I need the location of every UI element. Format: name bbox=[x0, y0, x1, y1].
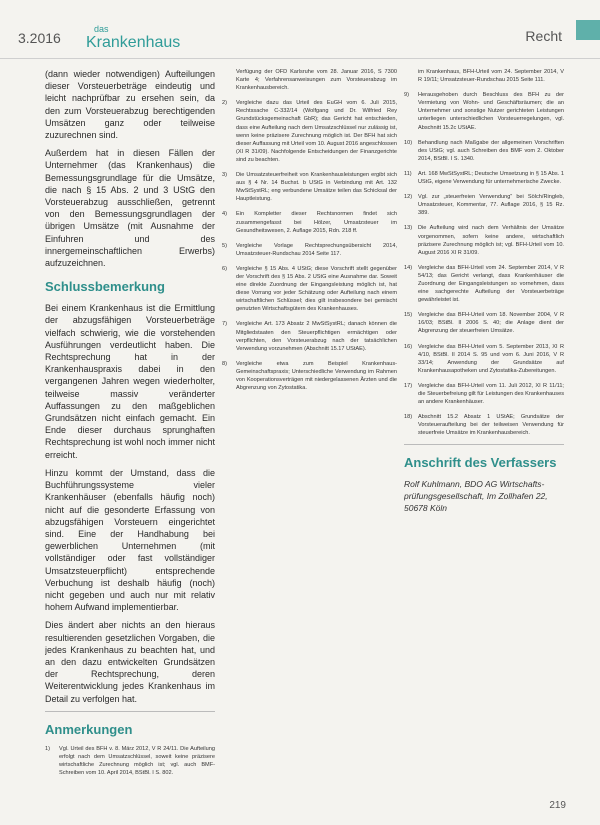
heading-schlussbemerkung: Schlussbemerkung bbox=[45, 279, 165, 295]
footnote bbox=[222, 99, 397, 164]
section-title: Recht bbox=[525, 28, 562, 44]
footnote bbox=[222, 171, 397, 203]
footnote bbox=[222, 68, 397, 92]
heading-author-address: Anschrift des Verfassers bbox=[404, 455, 557, 471]
footnote-number: 1) bbox=[45, 745, 50, 752]
issue-number: 3.2016 bbox=[18, 30, 61, 46]
column-left bbox=[45, 68, 215, 784]
footnote-number: 7) bbox=[222, 321, 227, 328]
notes-list bbox=[45, 745, 215, 777]
footnote-number: 12) bbox=[404, 194, 413, 201]
author-line: 50678 Köln bbox=[404, 503, 448, 514]
footnote-number: 18) bbox=[404, 414, 413, 421]
footnote bbox=[404, 343, 564, 375]
footnote-text: Herausgehoben durch Beschluss des BFH zu der Vermietung von Wohn- und Geschäftsräumen; die an Unternehmer und sonstige Nutzer gerichteten Leistungen unterliegen unterschiedlichen Vorsteuerregelungen, vgl. Abschnitt 15.2c UStAE. bbox=[418, 92, 564, 131]
footnote bbox=[222, 360, 397, 392]
paragraph: Dies ändert aber nichts an den hieraus resultierenden gesetzlichen Vorgaben, die jedes Krankenhaus zu beachten hat, und an den dazu entwickelten Grundsätzen der Rechtsprechung, deren Weiterentwicklung jedes Krankenhaus im Detail zu verfolgen hat. bbox=[45, 620, 215, 704]
column-right bbox=[404, 68, 564, 514]
footnote-number: 5) bbox=[222, 242, 227, 249]
footnote-number: 17) bbox=[404, 382, 413, 389]
footnote-text: Art. 168 MwStSystRL; Deutsche Umsetzung in § 15 Abs. 1 UStG, eigene Verwendung für unternehmerische Zwecke. bbox=[418, 170, 564, 186]
footnote bbox=[404, 68, 564, 84]
footnote-text: Vergleiche § 15 Abs. 4 UStG; diese Vorschrift stellt gegenüber der Vorschrift des § 15 Abs. 2 UStG eine Ausnahme dar. Soweit eine direkte Zuordnung der Eingangsleistung möglich ist, hat diese Vorrang vor jeder Schätzung oder Aufteilung nach einem wirtschaftlichen Schlüssel; dies gilt insbesondere bei gemischt genutzten Wirtschaftsgütern des Krankenhauses. bbox=[236, 265, 397, 313]
footnote-text: Ein Kompletter dieser Rechtsnormen findet sich zusammengefasst bei Hölzer, Umsatzsteuer im Gesundheitswesen, 2. Auflage 2015, Rdn. 218 ff. bbox=[236, 211, 397, 234]
notes-list bbox=[404, 68, 564, 437]
paragraph: Bei einem Krankenhaus ist die Ermittlung der abzugsfähigen Vorsteuerbeträge vielfach schwierig, wie die vorstehenden Ausführungen verdeutlicht haben. Die Rechtsprechung hat in der Krankenhauspraxis dabei in den vergangenen Jahren wegen wiederholter, teilweise massiv veränderter Auffassungen zu den maßgeblichen Grundsätzen nicht einfach gemacht. Ein Ende dieser durchaus sprunghaften Rechtsprechung ist wohl noch immer nicht erreicht. bbox=[45, 303, 215, 460]
page-number: 219 bbox=[549, 800, 566, 811]
footnote-text: im Krankenhaus, BFH-Urteil vom 24. September 2014, V R 19/11; Umsatzsteuer-Rundschau 2015 Seite 111. bbox=[418, 69, 564, 84]
notes-list bbox=[222, 68, 397, 392]
footnote-number: 15) bbox=[404, 312, 413, 319]
footnote bbox=[222, 210, 397, 234]
footnote-text: Vergleiche das BFH-Urteil vom 11. Juli 2012, XI R 11/11; die Steuerbefreiung gilt für Leistungen des Krankenhauses an andere Krankenhäuser. bbox=[418, 382, 564, 406]
footnote-text: Vergleiche Vorlage Rechtsprechungsübersicht 2014, Umsatzsteuer-Rundschau 2014 Seite 117. bbox=[236, 242, 397, 257]
footnote-number: 8) bbox=[222, 360, 227, 367]
journal-logo-name: Krankenhaus bbox=[86, 34, 181, 51]
footnote bbox=[404, 91, 564, 131]
footnote-text: Vergleiche etwa zum Beispiel Krankenhaus-Gemeinschaftspraxis; Unterschiedliche Verwendung im Rahmen von Kooperationsverträgen mit niedergelassenen Ärzten und die Abgrenzung von Zytostatika. bbox=[236, 360, 397, 392]
footnote bbox=[222, 320, 397, 352]
heading-anmerkungen: Anmerkungen bbox=[45, 721, 133, 737]
author-address bbox=[404, 478, 564, 514]
journal-logo bbox=[86, 22, 180, 50]
section-divider bbox=[45, 711, 215, 712]
page-header bbox=[0, 0, 600, 58]
footnote-text: Die Umsatzsteuerfreiheit von Krankenhausleistungen ergibt sich aus § 4 Nr. 14 Buchst. b UStG in Verbindung mit Art. 132 MwStSystRL; eng verbundene Umsätze teilen das Schicksal der Hauptleistung. bbox=[236, 172, 397, 203]
footnote bbox=[45, 745, 215, 777]
footnote-text: Vgl. zur „steuerfreien Verwendung“ bei Sölch/Ringleb, Umsatzsteuer, Kommentar, 77. Auflage 2016, § 15 Rz. 389. bbox=[418, 194, 564, 217]
footnote-text: Behandlung nach Maßgabe der allgemeinen Vorschriften des UStG; vgl. auch Schreiben des BMF vom 2. Oktober 2014, BStBl. I S. 1340. bbox=[418, 139, 564, 162]
author-line: Rolf Kuhlmann, BDO AG Wirtschafts- bbox=[404, 479, 545, 490]
footnote-text: Vergleiche das BFH-Urteil vom 18. November 2004, V R 16/03; BStBl. II 2006 S. 40; die Anlage dient der Abgrenzung der steuerfreien Umsätze. bbox=[418, 312, 564, 335]
footnote bbox=[404, 170, 564, 186]
author-line: prüfungsgesellschaft, Im Zollhafen 22, bbox=[404, 491, 548, 502]
footnote bbox=[222, 242, 397, 258]
footnote-text: Vergleiche das BFH-Urteil vom 5. September 2013, XI R 4/10, BStBl. II 2014 S. 95 und vom 6. Juni 2016, V R 33/14; Anwendung der Grundsätze auf Krankenhausapotheken und Zytostatika-Zubereitungen. bbox=[418, 343, 564, 374]
journal-logo-article: das bbox=[94, 24, 109, 34]
footnote bbox=[404, 311, 564, 335]
footnote bbox=[222, 265, 397, 314]
paragraph: Außerdem hat in diesen Fällen der Unternehmer (das Krankenhaus) die Bemessungsgrundlage für die Umsätze, die nach § 15 Abs. 2 und 3 UStG den Vorsteuerabzug ausschließen, getrennt von den Bemessungsgrundlagen der übrigen Umsätze (mit Ausnahme der Einfuhren und des innergemeinschaftlichen Erwerbs) aufzuzeichnen. bbox=[45, 148, 215, 269]
footnote-text: Die Aufteilung wird nach dem Verhältnis der Umsätze vorgenommen, sofern keine andere, wirtschaftlich präzisere Zurechnung möglich ist; vgl. BFH-Urteil vom 10. August 2016 XI R 31/09. bbox=[418, 225, 564, 256]
footnote-number bbox=[404, 68, 418, 84]
footnote-number: 14) bbox=[404, 264, 413, 271]
footnote-number: 9) bbox=[404, 92, 409, 99]
footnote bbox=[404, 224, 564, 256]
footnote-number bbox=[222, 68, 236, 92]
footnote-number: 2) bbox=[222, 100, 227, 107]
column-middle bbox=[222, 68, 397, 399]
section-divider bbox=[404, 444, 564, 445]
footnote-text: Vergleiche das BFH-Urteil vom 24. September 2014, V R 54/13; das Gericht verlangt, dass Krankenhäuser die Zuordnung der Eingangsleistungen so vornehmen, dass eine sachgerechte Aufteilung der Vorsteuerbeträge gewährleistet ist. bbox=[418, 264, 564, 304]
footnote bbox=[404, 413, 564, 437]
paragraph: (dann wieder notwendigen) Aufteilungen dieser Vorsteuerbeträge eindeutig und leicht nachprüfbar zu ersehen sein, da den zum Vorsteuerabzug berechtigenden Umsätzen ganz oder teilweise zuzurechnen sind. bbox=[45, 69, 215, 141]
footnote-number: 3) bbox=[222, 172, 227, 179]
paragraph: Hinzu kommt der Umstand, dass die Buchführungssysteme vieler Krankenhäuser (ebenfalls häufig noch) nicht auf die gesonderte Erfassung von abzugsfähigen Vorsteuern eingerichtet sind. Eine der Handhabung bei gewerblichen Unternehmen (mit vollständiger oder fast vollständiger Umsatzsteuerpflicht) entsprechende Verbuchung ist deshalb häufig (noch) nicht gegeben und auch nur mit relativ hohem Aufwand implementierbar. bbox=[45, 467, 215, 613]
footnote-text: Abschnitt 15.2 Absatz 1 UStAE; Grundsätze der Vorsteueraufteilung bei der teilweisen Verwendung für steuerfreie Umsätze im Krankenhausbereich. bbox=[418, 414, 564, 437]
footnote-number: 11) bbox=[404, 170, 412, 177]
footnote-number: 13) bbox=[404, 225, 413, 232]
footnote-text: Vergleiche dazu das Urteil des EuGH vom 6. Juli 2015, Rechtssache C-332/14 (Wolfgang und Dr. Wilfried Rey Grundstücksgemeinschaft GbR); das Gericht hat entschieden, dass eine Aufteilung nach dem Umsatzschlüssel nur zulässig ist, wenn keine präzisere Zurechnung möglich ist. Der BFH hat sich dieser Auffassung mit Urteil vom 10. August 2016 angeschlossen (XI R 31/09). Nachfolgende Entscheidungen der Finanzgerichte sind zu beachten. bbox=[236, 100, 397, 163]
footnote-text: Verfügung der OFD Karlsruhe vom 28. Januar 2016, S 7300 Karte 4; Verfahrensanweisungen zum Vorsteuerabzug im Krankenhausbereich. bbox=[236, 69, 397, 92]
header-divider bbox=[0, 58, 600, 59]
footnote bbox=[404, 139, 564, 163]
footnote-text: Vergleiche Art. 173 Absatz 2 MwStSystRL; danach können die Mitgliedstaaten den Steuerpflichtigen ermächtigen oder verpflichten, den Vorsteuerabzug nach der tatsächlichen Verwendung vorzunehmen (Abschnitt 15.17 UStAE). bbox=[236, 321, 397, 352]
footnote bbox=[404, 382, 564, 406]
footnote bbox=[404, 193, 564, 217]
footnote-text: Vgl. Urteil des BFH v. 8. März 2012, V R 24/11. Die Aufteilung erfolgt nach dem Umsatzschlüssel, soweit keine präzisere wirtschaftliche Zurechnung möglich ist; vgl. auch BMF-Schreiben vom 10. April 2014, BStBl. I S. 802. bbox=[59, 745, 215, 777]
footnote-number: 10) bbox=[404, 139, 413, 146]
footnote bbox=[404, 264, 564, 304]
footnote-number: 6) bbox=[222, 265, 227, 272]
footnote-number: 4) bbox=[222, 211, 227, 218]
section-color-tab bbox=[576, 20, 600, 40]
footnote-number: 16) bbox=[404, 343, 413, 350]
